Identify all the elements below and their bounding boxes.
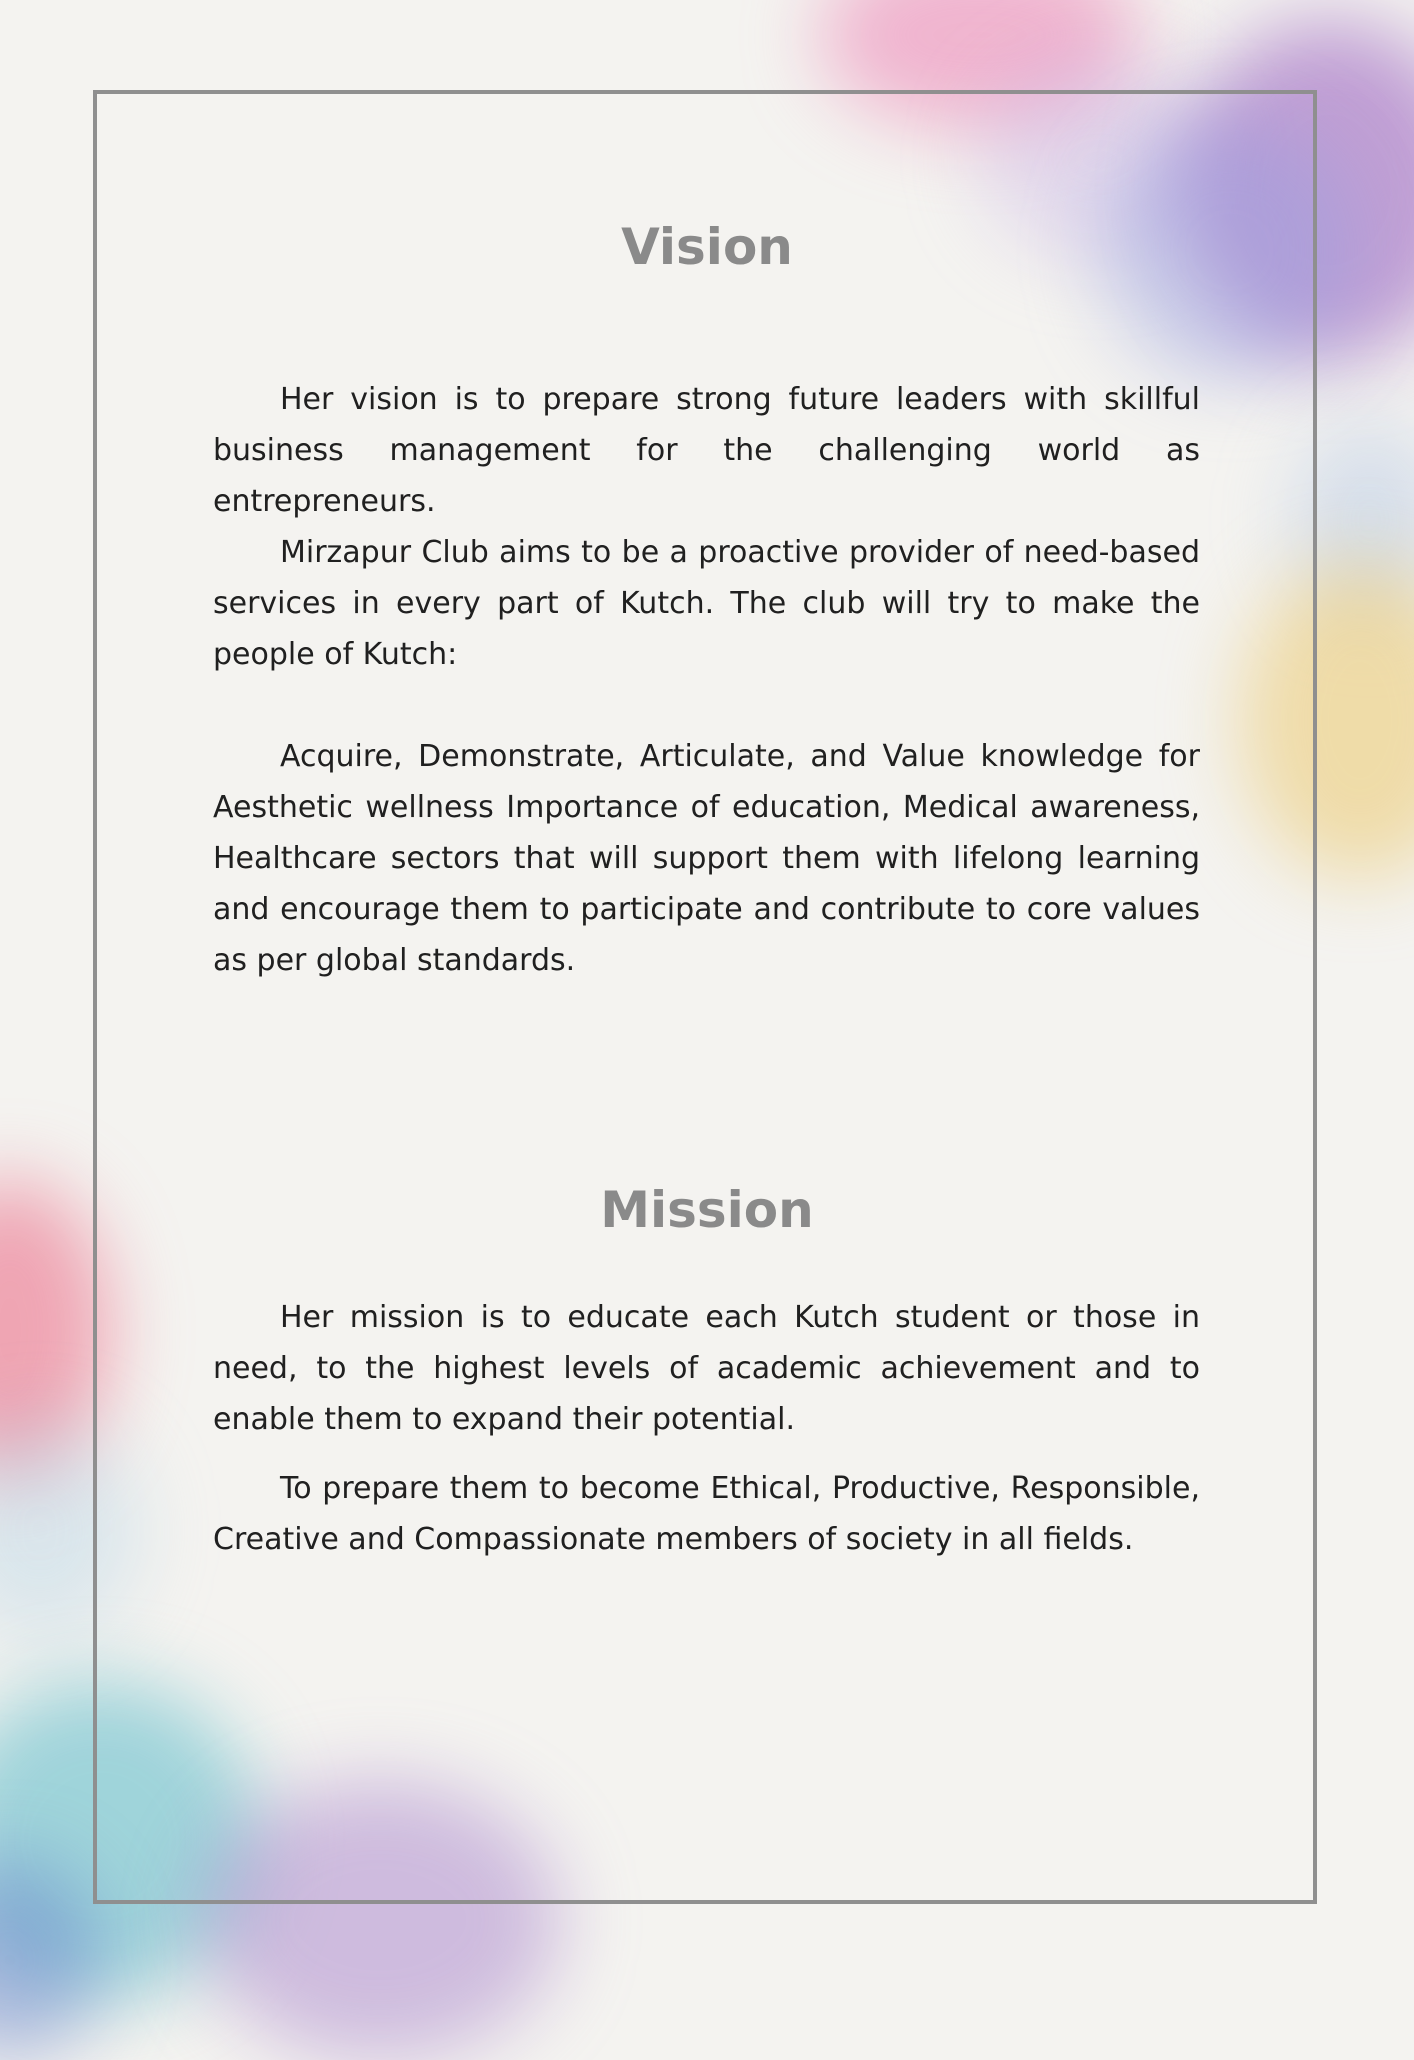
mission-paragraph: To prepare them to become Ethical, Productive, Responsible, Creative and Compassionate members of society in all fields. [213, 1471, 1200, 1557]
vision-values-body [213, 731, 1200, 986]
page-border-frame [93, 90, 1317, 1904]
watercolor-wash-blue [0, 1860, 100, 2060]
vision-paragraph: Her vision is to prepare strong future leaders with skillful business management for the challenging world as entrepreneurs. [213, 382, 1200, 519]
vision-heading: Vision [621, 218, 793, 276]
vision-paragraph: Acquire, Demonstrate, Articulate, and Value knowledge for Aesthetic wellness Importance of education, Medical awareness, Healthcare sectors that will support them with lifelong learning and encourage them to participate and contribute to core values as per global standards. [213, 739, 1200, 978]
mission-paragraph: Her mission is to educate each Kutch student or those in need, to the highest levels of academic achievement and to enable them to expand their potential. [213, 1300, 1200, 1437]
vision-paragraph: Mirzapur Club aims to be a proactive provider of need-based services in every part of Kutch. The club will try to make the people of Kutch: [213, 535, 1200, 672]
vision-body [213, 374, 1200, 680]
mission-heading: Mission [600, 1181, 814, 1239]
mission-body [213, 1292, 1200, 1565]
